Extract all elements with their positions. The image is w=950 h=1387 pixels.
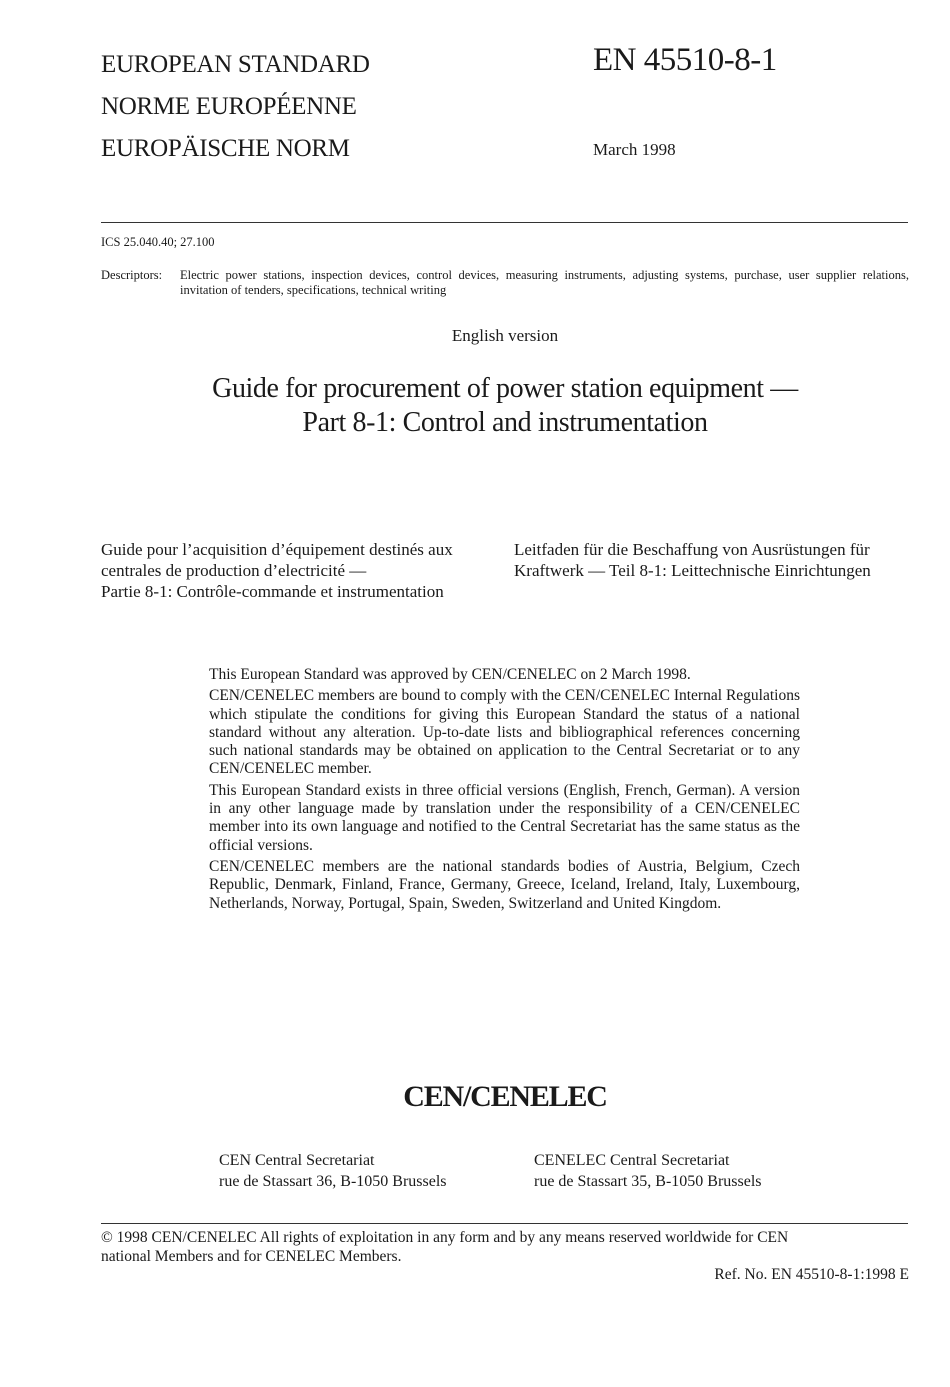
cen-address [219, 1150, 447, 1192]
descriptors-text: Electric power stations, inspection devices, control devices, measuring instruments, adjusting systems, purchase, user supplier relations, invitation of tenders, specifications, technical writing [180, 268, 909, 297]
copyright-line1: © 1998 CEN/CENELEC All rights of exploitation in any form and by any means reserved worldwide for CEN [101, 1229, 789, 1246]
main-title-line1: Guide for procurement of power station equipment — [212, 373, 798, 404]
cen-cenelec-logo: CEN/CENELEC [403, 1080, 607, 1113]
standard-number: EN 45510-8-1 [593, 42, 777, 78]
copyright-notice [101, 1228, 909, 1266]
paragraph: This European Standard exists in three official versions (English, French, German). A version in any other language made by translation under the responsibility of a CEN/CENELEC member into its own language and notified to the Central Secretariat has the same status as the official versions. [209, 781, 800, 854]
cenelec-address [534, 1150, 762, 1192]
cenelec-street: rue de Stassart 35, B-1050 Brussels [534, 1173, 762, 1190]
descriptors-label: Descriptors: [101, 268, 163, 282]
french-title-line: Partie 8-1: Contrôle-commande et instrumentation [101, 582, 444, 601]
reference-number: Ref. No. EN 45510-8-1:1998 E [714, 1266, 909, 1283]
german-title-line: Kraftwerk — Teil 8-1: Leittechnische Einrichtungen [514, 561, 871, 580]
cen-name: CEN Central Secretariat [219, 1152, 375, 1169]
paragraph: CEN/CENELEC members are the national standards bodies of Austria, Belgium, Czech Republic, Denmark, Finland, France, Germany, Greece, Iceland, Ireland, Italy, Luxembourg, Netherlands, Norway, Portugal, Spain, Sweden, Switzerland and United Kingdom. [209, 857, 800, 912]
cen-street: rue de Stassart 36, B-1050 Brussels [219, 1173, 447, 1190]
title-french: NORME EUROPÉENNE [101, 93, 357, 120]
footer-divider [101, 1223, 908, 1224]
french-title-line: Guide pour l’acquisition d’équipement destinés aux [101, 540, 453, 559]
main-title-line2: Part 8-1: Control and instrumentation [302, 407, 708, 438]
descriptors [101, 268, 909, 300]
french-title-line: centrales de production d’electricité — [101, 561, 367, 580]
paragraph: This European Standard was approved by CEN/CENELEC on 2 March 1998. [209, 666, 691, 683]
cenelec-name: CENELEC Central Secretariat [534, 1152, 730, 1169]
german-title-line: Leitfaden für die Beschaffung von Ausrüstungen für [514, 540, 870, 559]
copyright-line2: national Members and for CENELEC Members. [101, 1248, 402, 1265]
french-title [101, 539, 501, 602]
paragraph: CEN/CENELEC members are bound to comply with the CEN/CENELEC Internal Regulations which stipulate the conditions for giving this European Standard the status of a national standard without any alteration. Up-to-date lists and bibliographical references concerning such national standards may be obtained on application to the Central Secretariat or to any CEN/CENELEC member. [209, 687, 800, 778]
german-title [514, 539, 914, 581]
header-divider [101, 222, 908, 223]
main-title [101, 372, 909, 440]
ics-code: ICS 25.040.40; 27.100 [101, 235, 215, 249]
title-english: EUROPEAN STANDARD [101, 51, 370, 78]
title-german: EUROPÄISCHE NORM [101, 135, 350, 162]
version-label: English version [451, 326, 559, 345]
approval-text [209, 666, 800, 916]
publication-date: March 1998 [593, 140, 676, 159]
